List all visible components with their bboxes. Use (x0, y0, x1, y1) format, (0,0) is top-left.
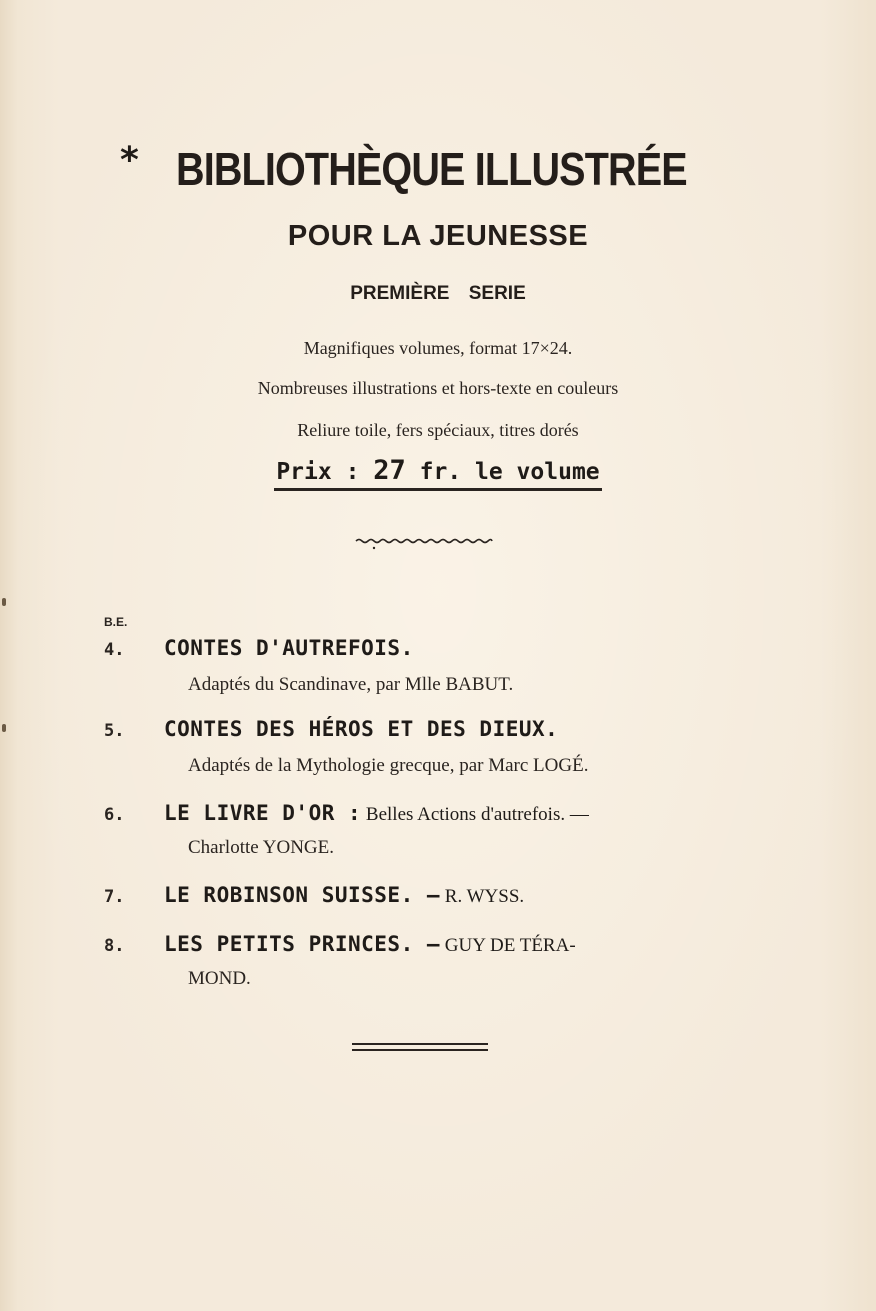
item-title-text: LE LIVRE D'OR : (164, 801, 362, 825)
item-subtitle: Adaptés du Scandinave, par Mlle BABUT. (188, 674, 514, 695)
item-title (164, 883, 524, 908)
item-number: 7. (104, 887, 125, 907)
page-speck (2, 724, 6, 732)
price-line (0, 455, 876, 491)
page-speck (2, 598, 6, 606)
price-prefix: Prix : (276, 459, 374, 485)
star-icon: * (120, 140, 139, 181)
item-title (164, 717, 558, 742)
item-title (164, 636, 414, 661)
item-title-text: CONTES DES HÉROS ET DES DIEUX. (164, 717, 559, 741)
item-number: 6. (104, 805, 125, 825)
item-title-text: LE ROBINSON SUISSE. — (164, 883, 441, 907)
wavy-divider (354, 536, 494, 550)
item-subtitle: MOND. (188, 968, 251, 989)
price-suffix: fr. le volume (405, 459, 600, 485)
description-binding: Reliure toile, fers spéciaux, titres dorés (297, 420, 579, 440)
item-number: 8. (104, 936, 125, 956)
item-title (164, 801, 589, 826)
item-title (164, 932, 576, 957)
item-author-inline: Belles Actions d'autrefois. — (361, 804, 589, 825)
page-subtitle: POUR LA JEUNESSE (287, 220, 589, 252)
series-code: B.E. (104, 615, 128, 629)
item-title-text: LES PETITS PRINCES. — (164, 932, 441, 956)
series-label: PREMIÈRE SERIE (350, 283, 526, 304)
title-row (0, 140, 876, 200)
item-author-inline: R. WYSS. (440, 886, 525, 907)
double-rule-divider (352, 1043, 488, 1051)
description-illustrations: Nombreuses illustrations et hors-texte en couleurs (257, 378, 619, 398)
price-amount: 27 (373, 455, 406, 486)
item-subtitle: Charlotte YONGE. (188, 837, 334, 858)
item-title-text: CONTES D'AUTREFOIS. (164, 636, 414, 660)
item-subtitle: Adaptés de la Mythologie grecque, par Marc LOGÉ. (188, 755, 589, 776)
item-number: 4. (104, 640, 125, 660)
item-number: 5. (104, 721, 125, 741)
item-author-inline: GUY DE TÉRA- (440, 935, 576, 956)
description-format: Magnifiques volumes, format 17×24. (303, 338, 573, 358)
page-title: BIBLIOTHÈQUE ILLUSTRÉE (176, 143, 687, 195)
price-text (274, 455, 601, 491)
